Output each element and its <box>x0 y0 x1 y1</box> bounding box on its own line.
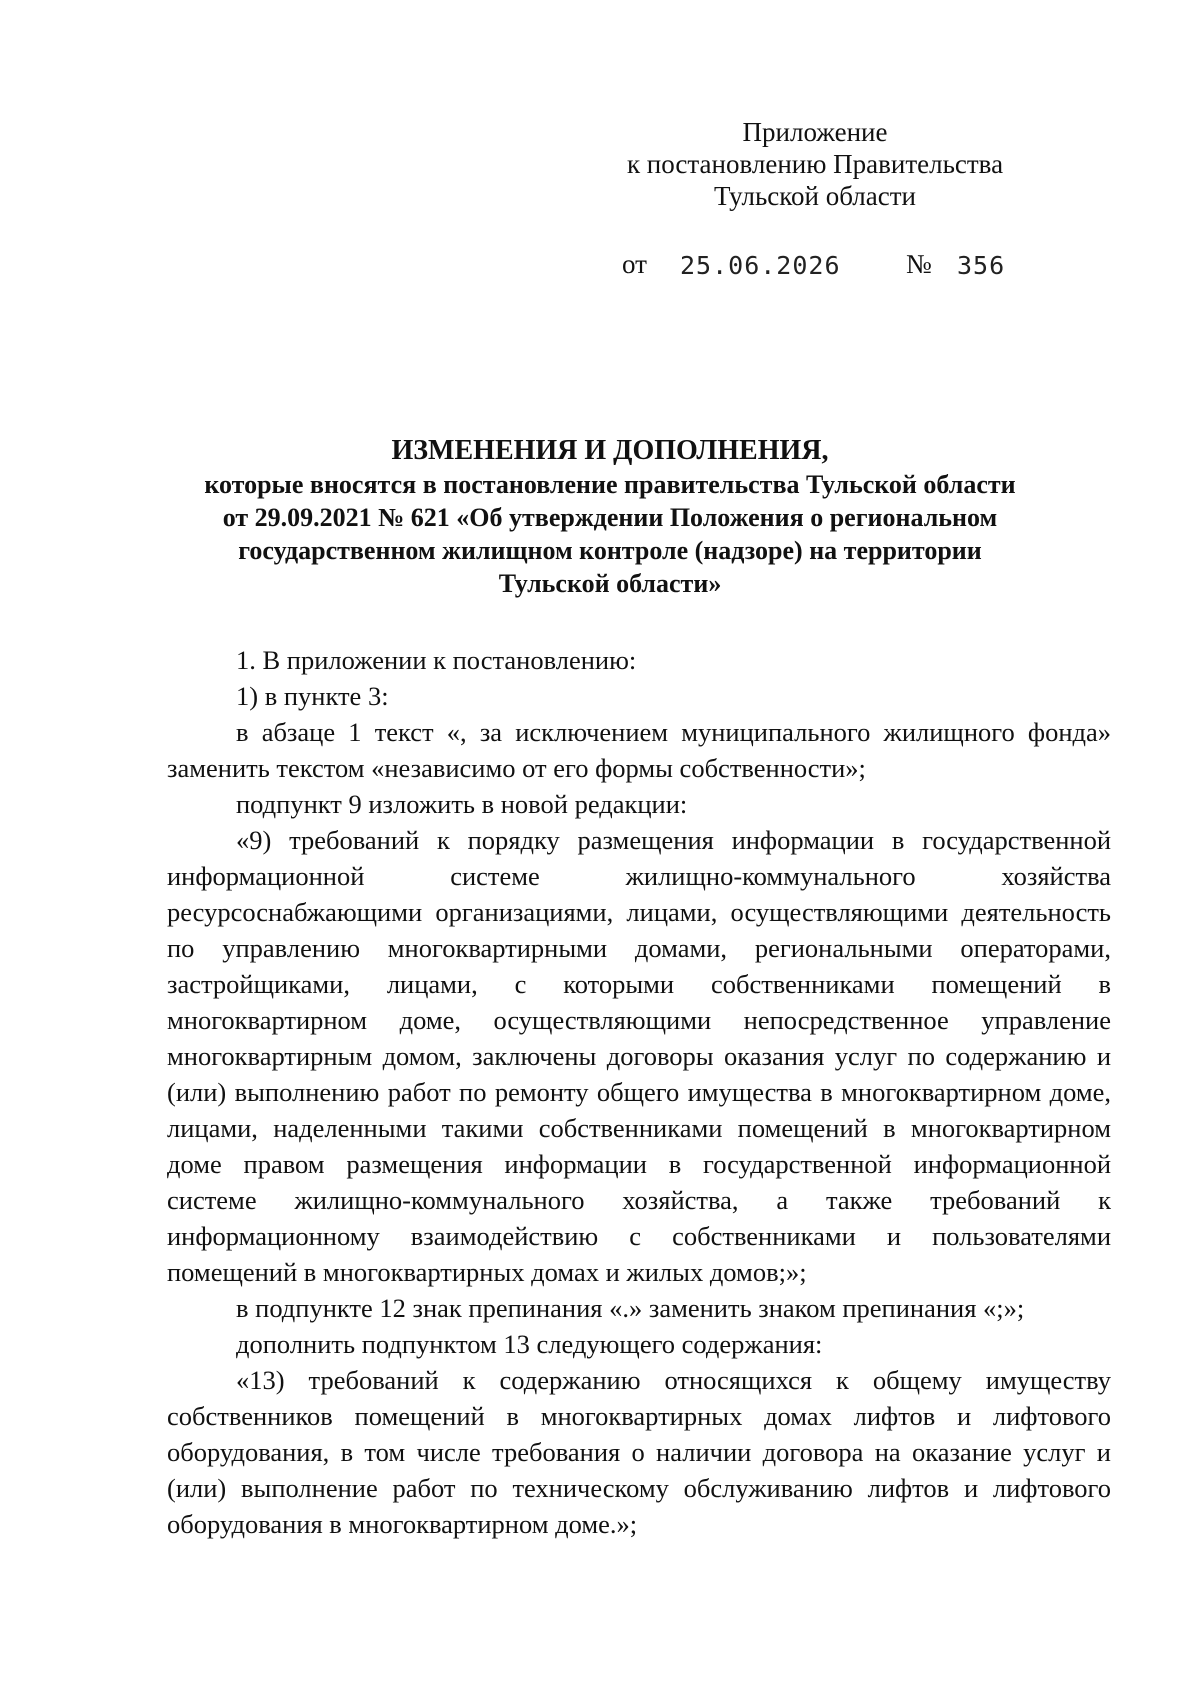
paragraph: 1) в пункте 3: <box>236 681 389 711</box>
paragraph: подпункт 9 изложить в новой редакции: <box>236 789 688 819</box>
title-line: государственном жилищном контроле (надзоре) на территории <box>238 536 982 565</box>
registration-date: 25.06.2026 <box>680 251 841 280</box>
paragraph: дополнить подпунктом 13 следующего содержания: <box>236 1329 823 1359</box>
appendix-header <box>600 116 1030 212</box>
title-line: Тульской области» <box>498 569 722 598</box>
document-body <box>167 642 1111 1542</box>
number-label: № <box>906 249 932 279</box>
title-line: которые вносятся в постановление правительства Тульской области <box>204 470 1016 499</box>
paragraph: «13) требований к содержанию относящихся к общему имуществу собственников помещений в многоквартирных домах лифтов и лифтового оборудования, в том числе требования о наличии договора на оказание услуг и (или) выполнение работ по техническому обслуживанию лифтов и лифтового оборудования в многоквартирном доме.»; <box>167 1365 1111 1539</box>
paragraph: 1. В приложении к постановлению: <box>236 645 637 675</box>
paragraph: «9) требований к порядку размещения информации в государственной информационной системе жилищно-коммунального хозяйства ресурсоснабжающими организациями, лицами, осуществляющими деятельность по управлению многоквартирными домами, региональными операторами, застройщиками, лицами, с которыми собственниками помещений в многоквартирном доме, осуществляющими непосредственное управление многоквартирным домом, заключены договоры оказания услуг по содержанию и (или) выполнению работ по ремонту общего имущества в многоквартирном доме, лицами, наделенными такими собственниками помещений в многоквартирном доме правом размещения информации в государственной информационной системе жилищно-коммунального хозяйства, а также требований к информационному взаимодействию с собственниками и пользователями помещений в многоквартирных домах и жилых домов;»; <box>167 825 1111 1287</box>
appendix-line-1: Приложение <box>742 117 888 147</box>
paragraph: в абзаце 1 текст «, за исключением муниципального жилищного фонда» заменить текстом «независимо от его формы собственности»; <box>167 717 1111 783</box>
document-title <box>150 434 1070 600</box>
appendix-line-2: к постановлению Правительства <box>626 149 1004 179</box>
title-line: от 29.09.2021 № 621 «Об утверждении Положения о региональном <box>222 503 998 532</box>
registration-number: 356 <box>957 251 1006 280</box>
title-main: ИЗМЕНЕНИЯ И ДОПОЛНЕНИЯ, <box>391 435 829 466</box>
appendix-line-3: Тульской области <box>714 181 916 211</box>
date-label: от <box>622 249 647 279</box>
paragraph: в подпункте 12 знак препинания «.» заменить знаком препинания «;»; <box>236 1293 1025 1323</box>
